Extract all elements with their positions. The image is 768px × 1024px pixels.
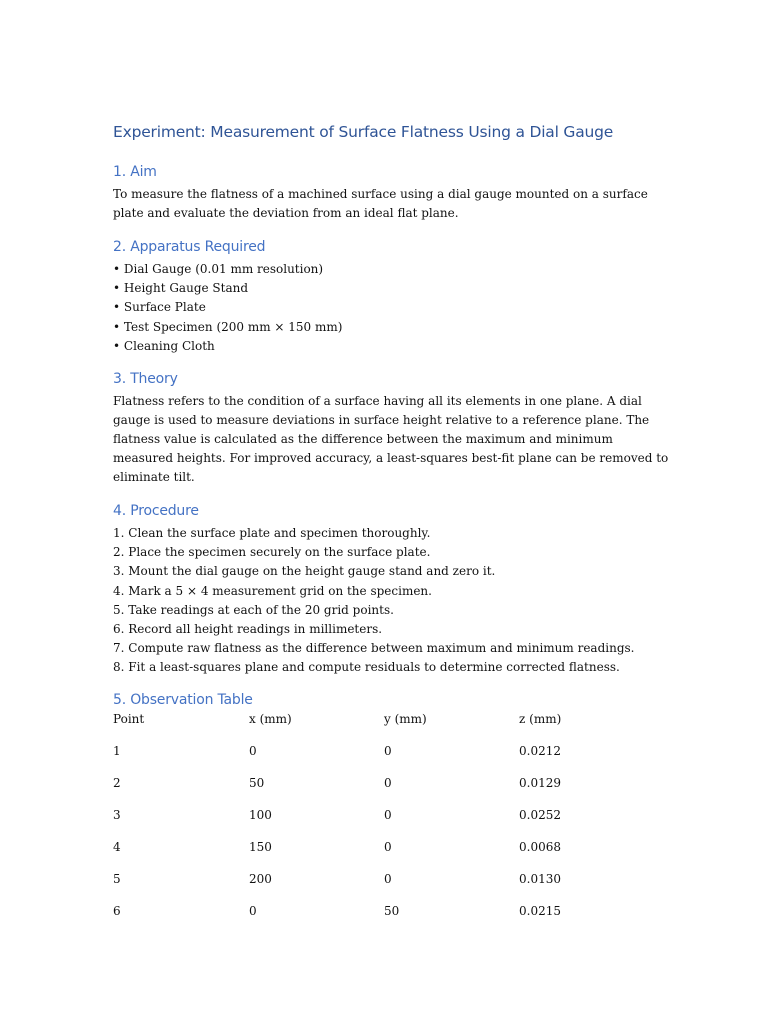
table-row [113,808,653,840]
table-row [113,904,653,936]
observation-heading: 5. Observation Table [113,692,253,708]
table-row [113,776,653,808]
cell-y: 0 [384,776,392,790]
table-row [113,872,653,904]
cell-y: 0 [384,872,392,886]
cell-point: 6 [113,904,121,918]
cell-x: 0 [249,744,257,758]
cell-x: 150 [249,840,272,854]
apparatus-item: • Dial Gauge (0.01 mm resolution) [113,262,324,276]
cell-z: 0.0068 [519,840,561,854]
procedure-step: 2. Place the specimen securely on the surface plate. [113,545,431,560]
procedure-step: 3. Mount the dial gauge on the height gauge stand and zero it. [113,564,496,579]
apparatus-item: • Surface Plate [113,300,206,315]
cell-point: 1 [113,744,121,758]
table-header-row [113,712,653,744]
procedure-step: 4. Mark a 5 × 4 measurement grid on the specimen. [113,583,432,598]
column-header-point: Point [113,712,145,726]
procedure-step: 7. Compute raw flatness as the difference between maximum and minimum readings. [113,641,635,656]
cell-x: 100 [249,808,272,822]
cell-y: 0 [384,808,392,822]
column-header-z: z (mm) [519,712,562,726]
procedure-step: 5. Take readings at each of the 20 grid points. [113,602,394,617]
apparatus-item: • Cleaning Cloth [113,338,215,353]
cell-y: 50 [384,904,400,918]
aim-heading: 1. Aim [113,164,157,180]
table-row [113,744,653,776]
procedure-step: 1. Clean the surface plate and specimen thoroughly. [113,526,431,540]
cell-point: 5 [113,872,121,886]
theory-heading: 3. Theory [113,371,178,387]
cell-point: 3 [113,808,121,822]
apparatus-item: • Test Specimen (200 mm × 150 mm) [113,319,343,334]
cell-x: 50 [249,776,265,790]
procedure-list [113,524,634,678]
cell-point: 2 [113,776,121,790]
apparatus-heading: 2. Apparatus Required [113,239,266,255]
observation-table [113,712,653,936]
column-header-y: y (mm) [384,712,427,726]
cell-y: 0 [384,840,392,854]
cell-z: 0.0215 [519,904,561,918]
document-title: Experiment: Measurement of Surface Flatness Using a Dial Gauge [113,123,614,141]
aim-text: To measure the flatness of a machined surface using a dial gauge mounted on a surface plate and evaluate the deviation from an ideal flat plane. [113,187,648,220]
procedure-step: 8. Fit a least-squares plane and compute residuals to determine corrected flatness. [113,660,620,675]
procedure-step: 6. Record all height readings in millimeters. [113,622,383,637]
apparatus-list [113,260,342,356]
cell-z: 0.0252 [519,808,561,822]
table-row [113,840,653,872]
column-header-x: x (mm) [249,712,292,726]
cell-x: 0 [249,904,257,918]
cell-y: 0 [384,744,392,758]
apparatus-item: • Height Gauge Stand [113,281,249,296]
cell-z: 0.0130 [519,872,561,886]
cell-x: 200 [249,872,272,886]
theory-text: Flatness refers to the condition of a surface having all its elements in one plane. A dial gauge is used to measure deviations in surface height relative to a reference plane. The flatness value is calculated as the difference between the maximum and minimum measured heights. For improved accuracy, a least-squares best-fit plane can be removed to eliminate tilt. [113,394,669,484]
procedure-heading: 4. Procedure [113,503,199,519]
cell-z: 0.0212 [519,744,561,758]
cell-z: 0.0129 [519,776,561,790]
cell-point: 4 [113,840,121,854]
